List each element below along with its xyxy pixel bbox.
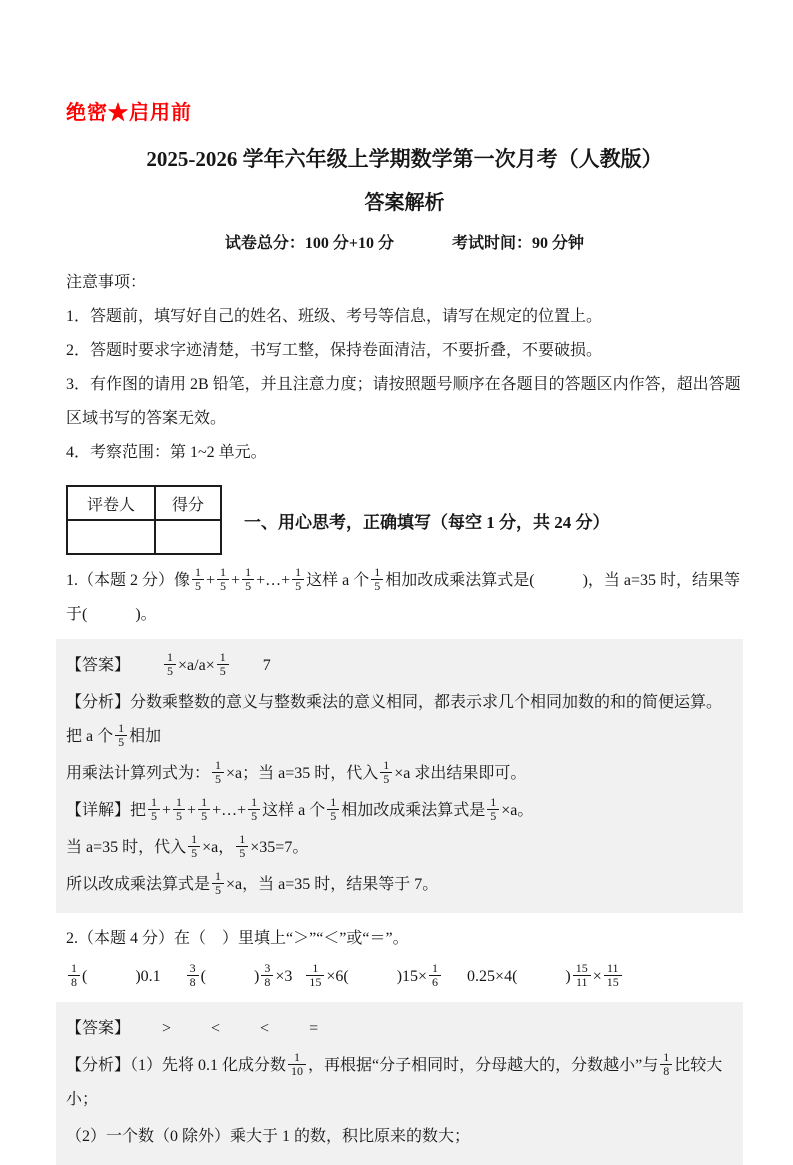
grader-header-cell: 评卷人 xyxy=(67,486,155,520)
fraction: $\frac{1}{5}$ xyxy=(198,796,210,823)
fraction: $\frac{1}{5}$ xyxy=(487,796,499,823)
question-1-detail-line-3: 所以改成乘法算式是 $\frac{1}{5}$ ×a，当 a=35 时，结果等于 7。 xyxy=(66,868,439,897)
question-1-detail-line-2: 当 a=35 时，代入 $\frac{1}{5}$ ×a， $\frac{1}{5}$ ×35=7。 xyxy=(66,831,309,860)
fraction: $\frac{1}{5}$ xyxy=(292,566,304,593)
question-1-detail-line-1: 【详解】把 $\frac{1}{5}$ + $\frac{1}{5}$ + $\frac{1}{5}$ +…+ $\frac{1}{5}$ 这样 a 个 $\frac{1}{5}$ 相加改成乘法算式是 $\frac{1}{5}$ ×a。 xyxy=(66,794,534,823)
fraction: $\frac{1}{5}$ xyxy=(380,759,392,786)
security-label: 绝密★启用前 xyxy=(66,102,192,124)
fraction: $\frac{1}{5}$ xyxy=(327,796,339,823)
question-1 xyxy=(66,564,743,913)
fraction: $\frac{1}{5}$ xyxy=(192,566,204,593)
question-1-explanation xyxy=(56,639,743,913)
fraction: $\frac{1}{5}$ xyxy=(173,796,185,823)
grader-table xyxy=(66,485,222,555)
question-2-comparison-row: $\frac{1}{8}$ ( )0.1 $\frac{3}{8}$ ( ) $\frac{3}{8}$ ×3 $\frac{1}{15}$ ×6( )15× $\frac{1}{6}$ 0.25×4( ) $\frac{15}{11}$ × $\frac{11}{15}$ xyxy=(66,960,743,994)
notice-item-2: 2．答题时要求字迹清楚，书写工整，保持卷面清洁，不要折叠，不要破损。 xyxy=(66,342,603,359)
fraction: $\frac{1}{10}$ xyxy=(288,1051,306,1078)
fraction: $\frac{1}{5}$ xyxy=(242,566,254,593)
fraction: $\frac{1}{5}$ xyxy=(148,796,160,823)
fraction: $\frac{1}{5}$ xyxy=(217,566,229,593)
grader-section xyxy=(66,485,743,555)
fraction: $\frac{1}{5}$ xyxy=(115,722,127,749)
fraction: $\frac{3}{8}$ xyxy=(187,962,199,989)
grader-blank-cell xyxy=(67,520,155,554)
question-2-analysis-line-1: 【分析】（1）先将 0.1 化成分数 $\frac{1}{10}$ ，再根据“分子相同时，分母越大的，分数越小”与 $\frac{1}{8}$ 比较大小； xyxy=(66,1049,723,1108)
notice-item-1: 1．答题前，填写好自己的姓名、班级、考号等信息，请写在规定的位置上。 xyxy=(66,308,603,325)
fraction: $\frac{1}{5}$ xyxy=(212,759,224,786)
notice-heading: 注意事项： xyxy=(66,274,147,291)
fraction: $\frac{1}{5}$ xyxy=(164,651,176,678)
fraction: $\frac{1}{5}$ xyxy=(217,651,229,678)
exam-subtitle: 答案解析 xyxy=(364,192,445,214)
question-2-answer-line: 【答案】 > < < = xyxy=(66,1020,319,1037)
fraction: $\frac{1}{5}$ xyxy=(371,566,383,593)
score-header-cell: 得分 xyxy=(155,486,221,520)
fraction: $\frac{3}{8}$ xyxy=(261,962,273,989)
question-2-analysis-line-2: （2）一个数（0 除外）乘大于 1 的数，积比原来的数大； xyxy=(66,1128,471,1145)
notice-item-3: 3．有作图的请用 2B 铅笔，并且注意力度；请按照题号顺序在各题目的答题区内作答，超出答题区域书写的答案无效。 xyxy=(66,376,741,427)
score-blank-cell xyxy=(155,520,221,554)
question-2-explanation xyxy=(56,1002,743,1165)
question-1-answer-line: 【答案】 $\frac{1}{5}$ ×a/a× $\frac{1}{5}$ 7 xyxy=(66,649,271,678)
fraction: $\frac{15}{11}$ xyxy=(573,962,591,989)
fraction: $\frac{1}{5}$ xyxy=(212,870,224,897)
notice-section xyxy=(66,266,743,470)
question-2-stem: 2.（本题 4 分）在（ ）里填上“＞”“＜”或“＝”。 xyxy=(66,930,409,947)
fraction: $\frac{1}{15}$ xyxy=(306,962,324,989)
question-1-analysis-line-2: 用乘法计算列式为： $\frac{1}{5}$ ×a；当 a=35 时，代入 $\frac{1}{5}$ ×a 求出结果即可。 xyxy=(66,757,527,786)
fraction: $\frac{1}{8}$ xyxy=(68,962,80,989)
fraction: $\frac{1}{5}$ xyxy=(248,796,260,823)
exam-title: 2025-2026 学年六年级上学期数学第一次月考（人教版） xyxy=(146,147,663,171)
fraction: $\frac{1}{5}$ xyxy=(236,833,248,860)
question-1-stem: 1.（本题 2 分）像 $\frac{1}{5}$ + $\frac{1}{5}$ + $\frac{1}{5}$ +…+ $\frac{1}{5}$ 这样 a 个 $\frac{1}{5}$ 相加改成乘法算式是( )，当 a=35 时，结果等于( )。 xyxy=(66,564,741,623)
notice-item-4: 4．考察范围：第 1~2 单元。 xyxy=(66,444,267,461)
total-score-label: 试卷总分：100 分+10 分 xyxy=(224,235,395,252)
question-2 xyxy=(66,922,743,1165)
exam-meta xyxy=(66,230,743,253)
fraction: $\frac{1}{5}$ xyxy=(188,833,200,860)
section-one-heading: 一、用心思考，正确填写（每空 1 分，共 24 分） xyxy=(244,512,610,532)
fraction: $\frac{1}{6}$ xyxy=(429,962,441,989)
exam-time-label: 考试时间：90 分钟 xyxy=(452,235,585,252)
question-1-analysis-line-1: 【分析】分数乘整数的意义与整数乘法的意义相同，都表示求几个相同加数的和的简便运算。把 a 个 $\frac{1}{5}$ 相加 xyxy=(66,694,723,749)
fraction: $\frac{11}{15}$ xyxy=(604,962,622,989)
fraction: $\frac{1}{8}$ xyxy=(660,1051,672,1078)
